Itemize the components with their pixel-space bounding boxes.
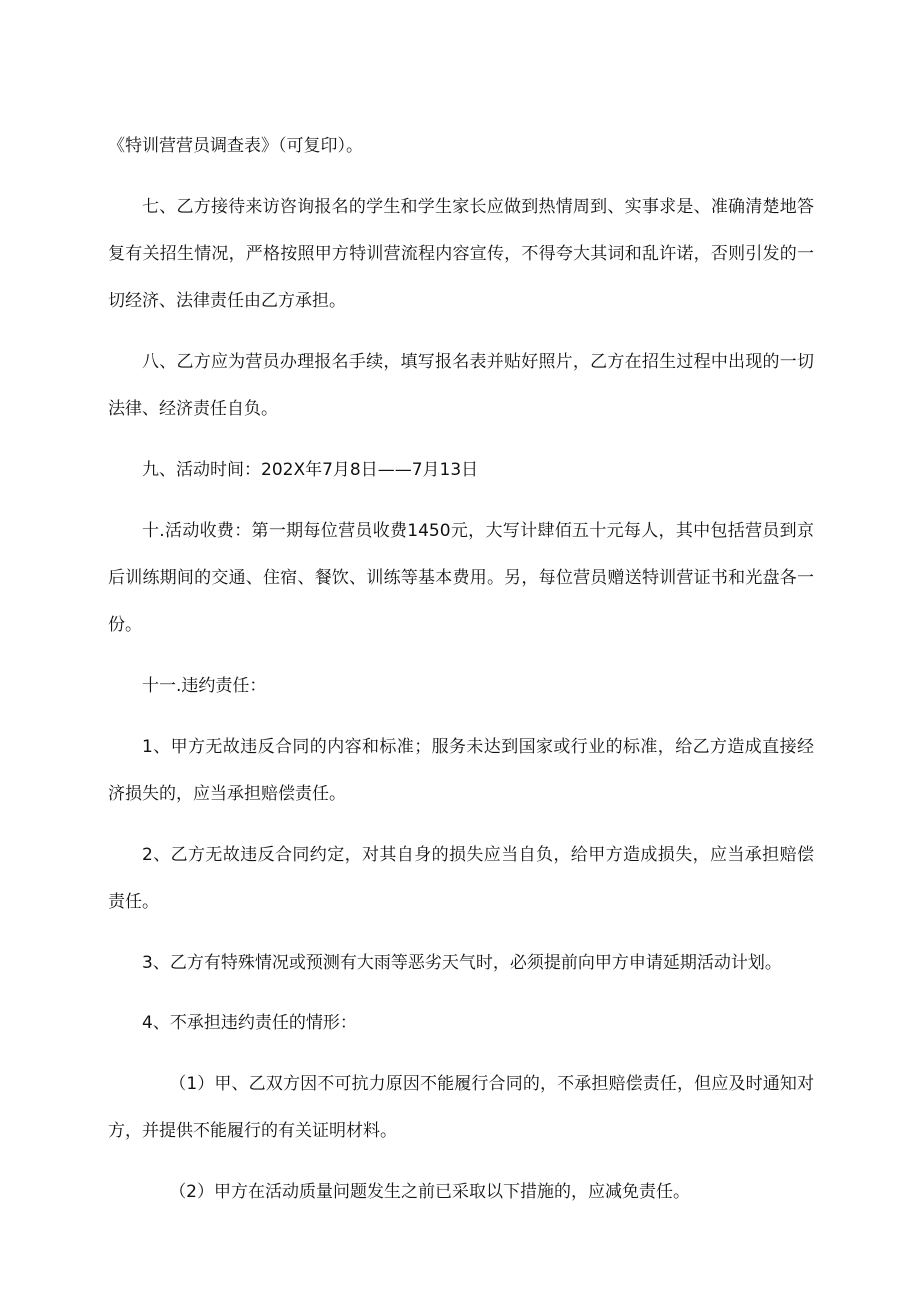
paragraph-breach-item-2: 2、乙方无故违反合同约定，对其自身的损失应当自负，给甲方造成损失，应当承担赔偿责任。 xyxy=(108,844,814,912)
paragraph-clause-8: 八、乙方应为营员办理报名手续，填写报名表并贴好照片，乙方在招生过程中出现的一切法律、经济责任自负。 xyxy=(108,351,814,420)
paragraph-clause-11-heading: 十一.违约责任： xyxy=(142,675,267,696)
paragraph-breach-item-3: 3、乙方有特殊情况或预测有大雨等恶劣天气时，必须提前向甲方申请延期活动计划。 xyxy=(142,952,782,973)
paragraph-survey-form-note: 《特训营营员调查表》（可复印）。 xyxy=(108,136,363,156)
paragraph-clause-10-fees: 十.活动收费：第一期每位营员收费1450元，大写计肆佰五十元每人，其中包括营员到京后训练期间的交通、住宿、餐饮、训练等基本费用。另，每位营员赠送特训营证书和光盘各一份。 xyxy=(108,520,814,636)
paragraph-breach-item-1: 1、甲方无故违反合同的内容和标准；服务未达到国家或行业的标准，给乙方造成直接经济损失的，应当承担赔偿责任。 xyxy=(108,736,814,804)
paragraph-clause-7: 七、乙方接待来访咨询报名的学生和学生家长应做到热情周到、实事求是、准确清楚地答复有关招生情况，严格按照甲方特训营流程内容宣传，不得夸大其词和乱许诺，否则引发的一切经济、法律责任由乙方承担。 xyxy=(108,196,814,312)
document-body xyxy=(108,123,814,1230)
paragraph-exemption-2: （2）甲方在活动质量问题发生之前已采取以下措施的，应减免责任。 xyxy=(169,1181,691,1202)
paragraph-clause-9-activity-time: 九、活动时间：202X年7月8日——7月13日 xyxy=(142,459,479,480)
paragraph-breach-item-4: 4、不承担违约责任的情形： xyxy=(142,1013,357,1034)
paragraph-exemption-1: （1）甲、乙双方因不可抗力原因不能履行合同的，不承担赔偿责任，但应及时通知对方，并提供不能履行的有关证明材料。 xyxy=(108,1073,814,1142)
